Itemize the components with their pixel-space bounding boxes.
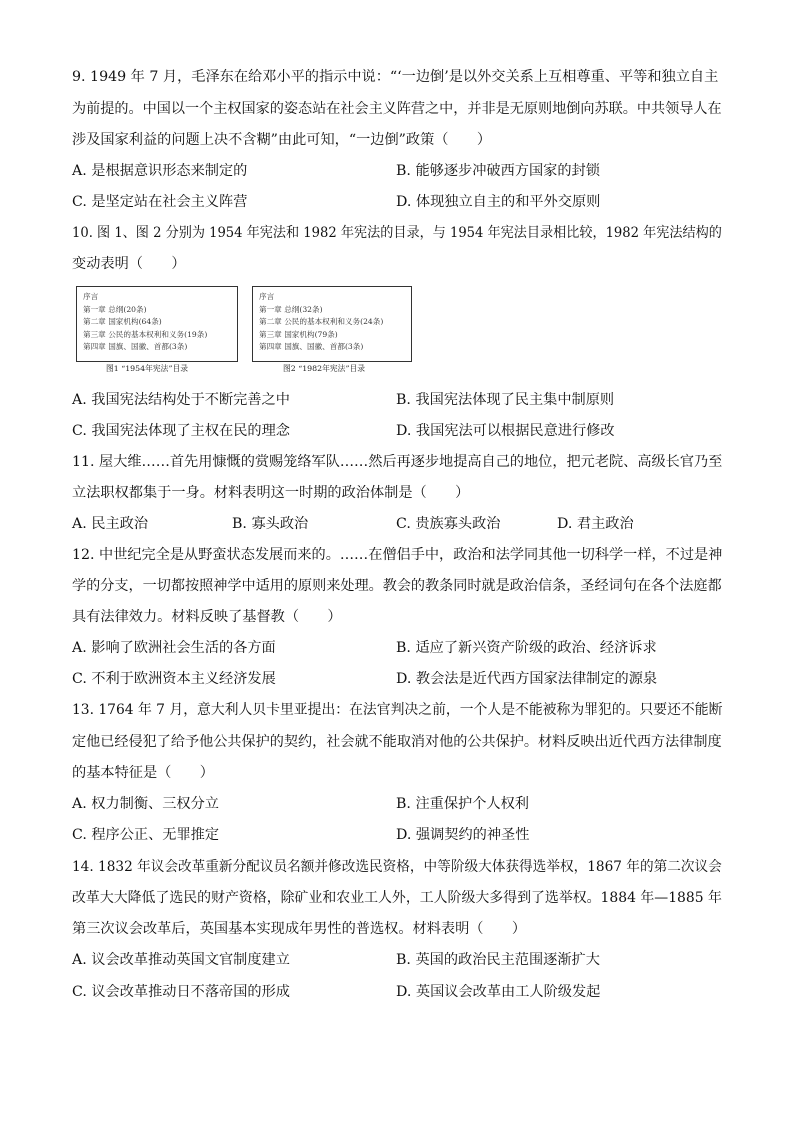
fig2-row: 第一章 总纲(32条) [259, 304, 323, 314]
q13-option-c: C. 程序公正、无罪推定 [72, 827, 220, 843]
q11-stem-line-2: 立法职权都集于一身。材料表明这一时期的政治体制是（ ） [72, 485, 470, 501]
q14-option-d: D. 英国议会改革由工人阶级发起 [396, 984, 601, 1000]
q14-option-c: C. 议会改革推动日不落帝国的形成 [72, 984, 290, 1000]
q9-option-a: A. 是根据意识形态来制定的 [72, 163, 248, 179]
q14-option-a: A. 议会改革推动英国文官制度建立 [72, 952, 290, 968]
q14-stem-line-2: 改革大大降低了选民的财产资格，除矿业和农业工人外，工人阶级大多得到了选举权。1884 年—1885 年 [72, 890, 722, 906]
q10-option-a: A. 我国宪法结构处于不断完善之中 [72, 392, 290, 408]
q10-option-c: C. 我国宪法体现了主权在民的理念 [72, 423, 290, 439]
q11-option-c: C. 贵族寡头政治 [396, 516, 501, 532]
q14-stem-line-1: 14. 1832 年议会改革重新分配议员名额并修改选民资格，中等阶级大体获得选举权，1867 年的第二次议会 [72, 859, 722, 875]
figure-2-caption: 图2 “1982年宪法”目录 [283, 364, 366, 373]
fig1-row: 序言 [83, 292, 99, 301]
q9-option-d: D. 体现独立自主的和平外交原则 [396, 194, 601, 210]
q13-stem-line-1: 13. 1764 年 7 月，意大利人贝卡里亚提出：在法官判决之前，一个人是不能被称为罪犯的。只要还不能断 [72, 702, 723, 718]
q12-option-a: A. 影响了欧洲社会生活的各方面 [72, 640, 276, 656]
figure-2-table-of-contents [252, 286, 412, 362]
q13-option-b: B. 注重保护个人权利 [396, 796, 529, 812]
q13-option-d: D. 强调契约的神圣性 [396, 827, 530, 843]
fig2-row: 序言 [259, 292, 275, 301]
q14-stem-line-3: 第三次议会改革后，英国基本实现成年男性的普选权。材料表明（ ） [72, 921, 527, 937]
q11-stem-line-1: 11. 屋大维……首先用慷慨的赏赐笼络军队……然后再逐步地提高自己的地位，把元老院、高级长官乃至 [72, 454, 723, 470]
q12-stem-line-2: 学的分支，一切都按照神学中适用的原则来处理。教会的教条同时就是政治信条，圣经词句在各个法庭都 [72, 578, 722, 594]
fig2-row: 第三章 国家机构(79条) [259, 329, 338, 339]
q11-option-b: B. 寡头政治 [232, 516, 309, 532]
q10-stem-line-2: 变动表明（ ） [72, 256, 186, 272]
figure-1-table-of-contents [76, 286, 238, 362]
q9-stem-line-1: 9. 1949 年 7 月，毛泽东在给邓小平的指示中说：“‘一边倒’是以外交关系上互相尊重、平等和独立自主 [72, 69, 719, 85]
q9-stem-line-3: 涉及国家利益的问题上决不含糊”由此可知，“一边倒”政策（ ） [72, 132, 492, 148]
q10-option-d: D. 我国宪法可以根据民意进行修改 [396, 423, 615, 439]
q13-stem-line-3: 的基本特征是（ ） [72, 765, 214, 781]
q9-option-c: C. 是坚定站在社会主义阵营 [72, 194, 248, 210]
q10-option-b: B. 我国宪法体现了民主集中制原则 [396, 392, 615, 408]
fig1-row: 第四章 国旗、国徽、首都(3条) [83, 342, 188, 351]
q9-stem-line-2: 为前提的。中国以一个主权国家的姿态站在社会主义阵营之中，并非是无原则地倒向苏联。中共领导人在 [72, 101, 722, 117]
fig2-row: 第二章 公民的基本权利和义务(24条) [259, 317, 384, 326]
fig2-row: 第四章 国旗、国徽、首都(3条) [259, 342, 364, 351]
q9-option-b: B. 能够逐步冲破西方国家的封锁 [396, 163, 600, 179]
q10-stem-line-1: 10. 图 1、图 2 分别为 1954 年宪法和 1982 年宪法的目录，与 1954 年宪法目录相比较，1982 年宪法结构的 [72, 225, 722, 241]
q11-option-a: A. 民主政治 [72, 516, 149, 532]
q13-stem-line-2: 定他已经侵犯了给予他公共保护的契约，社会就不能取消对他的公共保护。材料反映出近代西方法律制度 [72, 734, 722, 750]
fig1-row: 第三章 公民的基本权利和义务(19条) [83, 329, 208, 339]
q12-stem-line-1: 12. 中世纪完全是从野蛮状态发展而来的。……在僧侣手中，政治和法学同其他一切科学一样，不过是神 [72, 547, 723, 563]
q12-stem-line-3: 具有法律效力。材料反映了基督教（ ） [72, 609, 342, 625]
q12-option-c: C. 不利于欧洲资本主义经济发展 [72, 671, 276, 687]
fig1-row: 第二章 国家机构(64条) [83, 317, 162, 326]
q14-option-b: B. 英国的政治民主范围逐渐扩大 [396, 952, 600, 968]
q12-option-b: B. 适应了新兴资产阶级的政治、经济诉求 [396, 640, 657, 656]
figure-1-caption: 图1 “1954年宪法”目录 [106, 364, 189, 373]
q13-option-a: A. 权力制衡、三权分立 [72, 796, 219, 812]
q12-option-d: D. 教会法是近代西方国家法律制定的源泉 [396, 671, 658, 687]
q11-option-d: D. 君主政治 [557, 516, 634, 532]
fig1-row: 第一章 总纲(20条) [83, 304, 147, 314]
